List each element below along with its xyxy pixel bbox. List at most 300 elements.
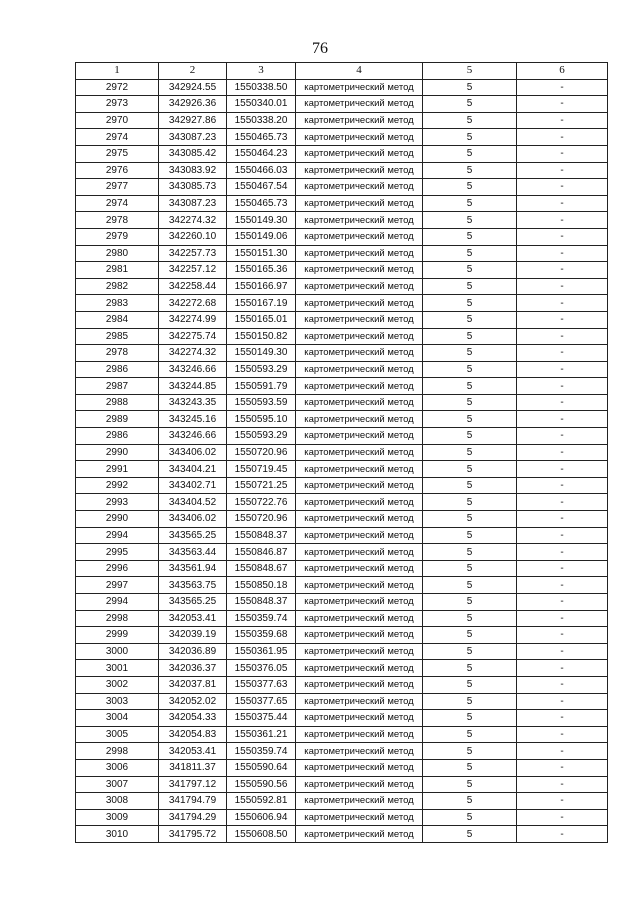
y-coordinate-cell: 1550848.37 [227, 594, 296, 611]
table-row [76, 461, 608, 478]
accuracy-cell: 5 [423, 361, 517, 378]
note-cell: - [517, 660, 608, 677]
table-row [76, 212, 608, 229]
point-number-cell: 2990 [76, 444, 159, 461]
x-coordinate-cell: 343563.44 [159, 544, 227, 561]
x-coordinate-cell: 343406.02 [159, 444, 227, 461]
point-number-cell: 2990 [76, 511, 159, 528]
x-coordinate-cell: 341795.72 [159, 826, 227, 843]
note-cell: - [517, 328, 608, 345]
point-number-cell: 2998 [76, 743, 159, 760]
column-header: 2 [159, 63, 227, 80]
y-coordinate-cell: 1550149.30 [227, 345, 296, 362]
table-row [76, 743, 608, 760]
table-row [76, 826, 608, 843]
x-coordinate-cell: 341794.29 [159, 809, 227, 826]
x-coordinate-cell: 343087.23 [159, 195, 227, 212]
x-coordinate-cell: 342274.32 [159, 212, 227, 229]
method-cell: картометрический метод [296, 145, 423, 162]
accuracy-cell: 5 [423, 311, 517, 328]
note-cell: - [517, 411, 608, 428]
table-row [76, 544, 608, 561]
accuracy-cell: 5 [423, 477, 517, 494]
accuracy-cell: 5 [423, 726, 517, 743]
x-coordinate-cell: 342258.44 [159, 278, 227, 295]
table-row [76, 228, 608, 245]
point-number-cell: 2977 [76, 179, 159, 196]
accuracy-cell: 5 [423, 96, 517, 113]
table-row [76, 345, 608, 362]
method-cell: картометрический метод [296, 643, 423, 660]
table-row [76, 428, 608, 445]
method-cell: картометрический метод [296, 212, 423, 229]
point-number-cell: 3007 [76, 776, 159, 793]
method-cell: картометрический метод [296, 444, 423, 461]
y-coordinate-cell: 1550340.01 [227, 96, 296, 113]
method-cell: картометрический метод [296, 743, 423, 760]
table-row [76, 726, 608, 743]
y-coordinate-cell: 1550590.56 [227, 776, 296, 793]
accuracy-cell: 5 [423, 627, 517, 644]
point-number-cell: 2974 [76, 195, 159, 212]
point-number-cell: 2972 [76, 79, 159, 96]
table-row [76, 162, 608, 179]
method-cell: картометрический метод [296, 693, 423, 710]
method-cell: картометрический метод [296, 428, 423, 445]
table-row [76, 477, 608, 494]
page-number: 76 [312, 40, 328, 57]
accuracy-cell: 5 [423, 594, 517, 611]
x-coordinate-cell: 343406.02 [159, 511, 227, 528]
accuracy-cell: 5 [423, 444, 517, 461]
accuracy-cell: 5 [423, 79, 517, 96]
accuracy-cell: 5 [423, 809, 517, 826]
accuracy-cell: 5 [423, 278, 517, 295]
x-coordinate-cell: 342274.32 [159, 345, 227, 362]
x-coordinate-cell: 341811.37 [159, 759, 227, 776]
table-row [76, 262, 608, 279]
note-cell: - [517, 129, 608, 146]
y-coordinate-cell: 1550720.96 [227, 444, 296, 461]
note-cell: - [517, 544, 608, 561]
point-number-cell: 2985 [76, 328, 159, 345]
x-coordinate-cell: 342924.55 [159, 79, 227, 96]
y-coordinate-cell: 1550361.21 [227, 726, 296, 743]
x-coordinate-cell: 342926.36 [159, 96, 227, 113]
table-row [76, 594, 608, 611]
y-coordinate-cell: 1550590.64 [227, 759, 296, 776]
y-coordinate-cell: 1550377.63 [227, 676, 296, 693]
x-coordinate-cell: 343402.71 [159, 477, 227, 494]
accuracy-cell: 5 [423, 179, 517, 196]
method-cell: картометрический метод [296, 826, 423, 843]
x-coordinate-cell: 341794.79 [159, 793, 227, 810]
method-cell: картометрический метод [296, 710, 423, 727]
method-cell: картометрический метод [296, 311, 423, 328]
method-cell: картометрический метод [296, 345, 423, 362]
x-coordinate-cell: 343243.35 [159, 394, 227, 411]
note-cell: - [517, 428, 608, 445]
y-coordinate-cell: 1550338.50 [227, 79, 296, 96]
x-coordinate-cell: 342054.83 [159, 726, 227, 743]
point-number-cell: 2981 [76, 262, 159, 279]
method-cell: картометрический метод [296, 726, 423, 743]
y-coordinate-cell: 1550359.74 [227, 743, 296, 760]
point-number-cell: 2996 [76, 560, 159, 577]
point-number-cell: 3010 [76, 826, 159, 843]
method-cell: картометрический метод [296, 527, 423, 544]
accuracy-cell: 5 [423, 660, 517, 677]
method-cell: картометрический метод [296, 162, 423, 179]
accuracy-cell: 5 [423, 776, 517, 793]
note-cell: - [517, 577, 608, 594]
table-row [76, 627, 608, 644]
accuracy-cell: 5 [423, 162, 517, 179]
y-coordinate-cell: 1550848.67 [227, 560, 296, 577]
method-cell: картометрический метод [296, 759, 423, 776]
table-row [76, 577, 608, 594]
point-number-cell: 2979 [76, 228, 159, 245]
y-coordinate-cell: 1550593.29 [227, 361, 296, 378]
note-cell: - [517, 676, 608, 693]
point-number-cell: 3003 [76, 693, 159, 710]
y-coordinate-cell: 1550377.65 [227, 693, 296, 710]
point-number-cell: 2988 [76, 394, 159, 411]
point-number-cell: 3001 [76, 660, 159, 677]
method-cell: картометрический метод [296, 245, 423, 262]
point-number-cell: 2992 [76, 477, 159, 494]
note-cell: - [517, 643, 608, 660]
point-number-cell: 2993 [76, 494, 159, 511]
note-cell: - [517, 461, 608, 478]
point-number-cell: 2982 [76, 278, 159, 295]
point-number-cell: 2974 [76, 129, 159, 146]
note-cell: - [517, 162, 608, 179]
point-number-cell: 2991 [76, 461, 159, 478]
column-header: 3 [227, 63, 296, 80]
method-cell: картометрический метод [296, 577, 423, 594]
y-coordinate-cell: 1550846.87 [227, 544, 296, 561]
note-cell: - [517, 195, 608, 212]
table-row [76, 96, 608, 113]
accuracy-cell: 5 [423, 494, 517, 511]
x-coordinate-cell: 343563.75 [159, 577, 227, 594]
column-header: 6 [517, 63, 608, 80]
note-cell: - [517, 494, 608, 511]
x-coordinate-cell: 342037.81 [159, 676, 227, 693]
point-number-cell: 2994 [76, 527, 159, 544]
note-cell: - [517, 228, 608, 245]
y-coordinate-cell: 1550466.03 [227, 162, 296, 179]
table-row [76, 195, 608, 212]
method-cell: картометрический метод [296, 179, 423, 196]
y-coordinate-cell: 1550149.30 [227, 212, 296, 229]
point-number-cell: 2999 [76, 627, 159, 644]
y-coordinate-cell: 1550464.23 [227, 145, 296, 162]
note-cell: - [517, 262, 608, 279]
note-cell: - [517, 693, 608, 710]
y-coordinate-cell: 1550151.30 [227, 245, 296, 262]
point-number-cell: 2978 [76, 212, 159, 229]
table-row [76, 444, 608, 461]
method-cell: картометрический метод [296, 494, 423, 511]
y-coordinate-cell: 1550722.76 [227, 494, 296, 511]
method-cell: картометрический метод [296, 129, 423, 146]
accuracy-cell: 5 [423, 793, 517, 810]
note-cell: - [517, 345, 608, 362]
note-cell: - [517, 759, 608, 776]
x-coordinate-cell: 343245.16 [159, 411, 227, 428]
x-coordinate-cell: 343085.42 [159, 145, 227, 162]
x-coordinate-cell: 342257.12 [159, 262, 227, 279]
accuracy-cell: 5 [423, 577, 517, 594]
table-row [76, 676, 608, 693]
note-cell: - [517, 527, 608, 544]
x-coordinate-cell: 342927.86 [159, 112, 227, 129]
accuracy-cell: 5 [423, 378, 517, 395]
column-header: 1 [76, 63, 159, 80]
y-coordinate-cell: 1550850.18 [227, 577, 296, 594]
method-cell: картометрический метод [296, 793, 423, 810]
method-cell: картометрический метод [296, 411, 423, 428]
y-coordinate-cell: 1550593.29 [227, 428, 296, 445]
table-row [76, 776, 608, 793]
x-coordinate-cell: 342053.41 [159, 743, 227, 760]
note-cell: - [517, 776, 608, 793]
note-cell: - [517, 245, 608, 262]
point-number-cell: 2997 [76, 577, 159, 594]
table-row [76, 295, 608, 312]
method-cell: картометрический метод [296, 511, 423, 528]
x-coordinate-cell: 343404.21 [159, 461, 227, 478]
y-coordinate-cell: 1550467.54 [227, 179, 296, 196]
y-coordinate-cell: 1550465.73 [227, 129, 296, 146]
table-row [76, 560, 608, 577]
x-coordinate-cell: 343565.25 [159, 594, 227, 611]
accuracy-cell: 5 [423, 411, 517, 428]
method-cell: картометрический метод [296, 660, 423, 677]
table-row [76, 328, 608, 345]
x-coordinate-cell: 343085.73 [159, 179, 227, 196]
note-cell: - [517, 145, 608, 162]
note-cell: - [517, 627, 608, 644]
accuracy-cell: 5 [423, 610, 517, 627]
table-row [76, 610, 608, 627]
y-coordinate-cell: 1550848.37 [227, 527, 296, 544]
y-coordinate-cell: 1550166.97 [227, 278, 296, 295]
x-coordinate-cell: 342052.02 [159, 693, 227, 710]
accuracy-cell: 5 [423, 212, 517, 229]
y-coordinate-cell: 1550375.44 [227, 710, 296, 727]
x-coordinate-cell: 343244.85 [159, 378, 227, 395]
table-row [76, 643, 608, 660]
note-cell: - [517, 361, 608, 378]
point-number-cell: 2983 [76, 295, 159, 312]
note-cell: - [517, 511, 608, 528]
point-number-cell: 2998 [76, 610, 159, 627]
x-coordinate-cell: 342260.10 [159, 228, 227, 245]
y-coordinate-cell: 1550606.94 [227, 809, 296, 826]
point-number-cell: 3002 [76, 676, 159, 693]
x-coordinate-cell: 342053.41 [159, 610, 227, 627]
point-number-cell: 2975 [76, 145, 159, 162]
method-cell: картометрический метод [296, 228, 423, 245]
x-coordinate-cell: 342036.37 [159, 660, 227, 677]
note-cell: - [517, 378, 608, 395]
y-coordinate-cell: 1550593.59 [227, 394, 296, 411]
y-coordinate-cell: 1550359.68 [227, 627, 296, 644]
note-cell: - [517, 311, 608, 328]
accuracy-cell: 5 [423, 643, 517, 660]
accuracy-cell: 5 [423, 328, 517, 345]
method-cell: картометрический метод [296, 776, 423, 793]
y-coordinate-cell: 1550376.05 [227, 660, 296, 677]
x-coordinate-cell: 342054.33 [159, 710, 227, 727]
note-cell: - [517, 212, 608, 229]
accuracy-cell: 5 [423, 195, 517, 212]
table-row [76, 793, 608, 810]
accuracy-cell: 5 [423, 295, 517, 312]
accuracy-cell: 5 [423, 511, 517, 528]
accuracy-cell: 5 [423, 527, 517, 544]
point-number-cell: 2970 [76, 112, 159, 129]
accuracy-cell: 5 [423, 693, 517, 710]
note-cell: - [517, 743, 608, 760]
y-coordinate-cell: 1550361.95 [227, 643, 296, 660]
accuracy-cell: 5 [423, 112, 517, 129]
table-row [76, 511, 608, 528]
method-cell: картометрический метод [296, 676, 423, 693]
table-row [76, 527, 608, 544]
x-coordinate-cell: 342272.68 [159, 295, 227, 312]
accuracy-cell: 5 [423, 428, 517, 445]
method-cell: картометрический метод [296, 378, 423, 395]
note-cell: - [517, 179, 608, 196]
x-coordinate-cell: 343246.66 [159, 361, 227, 378]
table-row [76, 79, 608, 96]
table-row [76, 179, 608, 196]
x-coordinate-cell: 342274.99 [159, 311, 227, 328]
method-cell: картометрический метод [296, 328, 423, 345]
accuracy-cell: 5 [423, 245, 517, 262]
note-cell: - [517, 560, 608, 577]
note-cell: - [517, 826, 608, 843]
accuracy-cell: 5 [423, 544, 517, 561]
x-coordinate-cell: 342036.89 [159, 643, 227, 660]
accuracy-cell: 5 [423, 676, 517, 693]
note-cell: - [517, 726, 608, 743]
point-number-cell: 2989 [76, 411, 159, 428]
y-coordinate-cell: 1550149.06 [227, 228, 296, 245]
y-coordinate-cell: 1550165.36 [227, 262, 296, 279]
method-cell: картометрический метод [296, 809, 423, 826]
x-coordinate-cell: 343404.52 [159, 494, 227, 511]
table-row [76, 245, 608, 262]
y-coordinate-cell: 1550150.82 [227, 328, 296, 345]
accuracy-cell: 5 [423, 759, 517, 776]
table-row [76, 378, 608, 395]
column-header: 4 [296, 63, 423, 80]
x-coordinate-cell: 342275.74 [159, 328, 227, 345]
x-coordinate-cell: 343087.23 [159, 129, 227, 146]
note-cell: - [517, 96, 608, 113]
method-cell: картометрический метод [296, 112, 423, 129]
y-coordinate-cell: 1550592.81 [227, 793, 296, 810]
table-row [76, 494, 608, 511]
point-number-cell: 3000 [76, 643, 159, 660]
point-number-cell: 2994 [76, 594, 159, 611]
method-cell: картометрический метод [296, 594, 423, 611]
y-coordinate-cell: 1550608.50 [227, 826, 296, 843]
y-coordinate-cell: 1550465.73 [227, 195, 296, 212]
method-cell: картометрический метод [296, 394, 423, 411]
accuracy-cell: 5 [423, 145, 517, 162]
y-coordinate-cell: 1550719.45 [227, 461, 296, 478]
point-number-cell: 2995 [76, 544, 159, 561]
accuracy-cell: 5 [423, 560, 517, 577]
point-number-cell: 2987 [76, 378, 159, 395]
table-row [76, 411, 608, 428]
table-row [76, 394, 608, 411]
point-number-cell: 2986 [76, 428, 159, 445]
point-number-cell: 2980 [76, 245, 159, 262]
point-number-cell: 3009 [76, 809, 159, 826]
table-row [76, 361, 608, 378]
point-number-cell: 2978 [76, 345, 159, 362]
table-row [76, 311, 608, 328]
coordinates-table [75, 62, 608, 843]
accuracy-cell: 5 [423, 345, 517, 362]
accuracy-cell: 5 [423, 262, 517, 279]
method-cell: картометрический метод [296, 544, 423, 561]
table-row [76, 759, 608, 776]
x-coordinate-cell: 342257.73 [159, 245, 227, 262]
note-cell: - [517, 809, 608, 826]
accuracy-cell: 5 [423, 129, 517, 146]
note-cell: - [517, 710, 608, 727]
table-header-row [76, 63, 608, 80]
method-cell: картометрический метод [296, 627, 423, 644]
method-cell: картометрический метод [296, 461, 423, 478]
table-body [76, 79, 608, 842]
accuracy-cell: 5 [423, 228, 517, 245]
point-number-cell: 3006 [76, 759, 159, 776]
note-cell: - [517, 79, 608, 96]
y-coordinate-cell: 1550359.74 [227, 610, 296, 627]
table-row [76, 278, 608, 295]
method-cell: картометрический метод [296, 79, 423, 96]
point-number-cell: 2973 [76, 96, 159, 113]
note-cell: - [517, 594, 608, 611]
note-cell: - [517, 278, 608, 295]
note-cell: - [517, 444, 608, 461]
column-header: 5 [423, 63, 517, 80]
y-coordinate-cell: 1550338.20 [227, 112, 296, 129]
y-coordinate-cell: 1550165.01 [227, 311, 296, 328]
method-cell: картометрический метод [296, 195, 423, 212]
point-number-cell: 2984 [76, 311, 159, 328]
note-cell: - [517, 394, 608, 411]
point-number-cell: 3005 [76, 726, 159, 743]
accuracy-cell: 5 [423, 826, 517, 843]
method-cell: картометрический метод [296, 477, 423, 494]
y-coordinate-cell: 1550595.10 [227, 411, 296, 428]
x-coordinate-cell: 343083.92 [159, 162, 227, 179]
note-cell: - [517, 610, 608, 627]
y-coordinate-cell: 1550720.96 [227, 511, 296, 528]
y-coordinate-cell: 1550591.79 [227, 378, 296, 395]
x-coordinate-cell: 343561.94 [159, 560, 227, 577]
